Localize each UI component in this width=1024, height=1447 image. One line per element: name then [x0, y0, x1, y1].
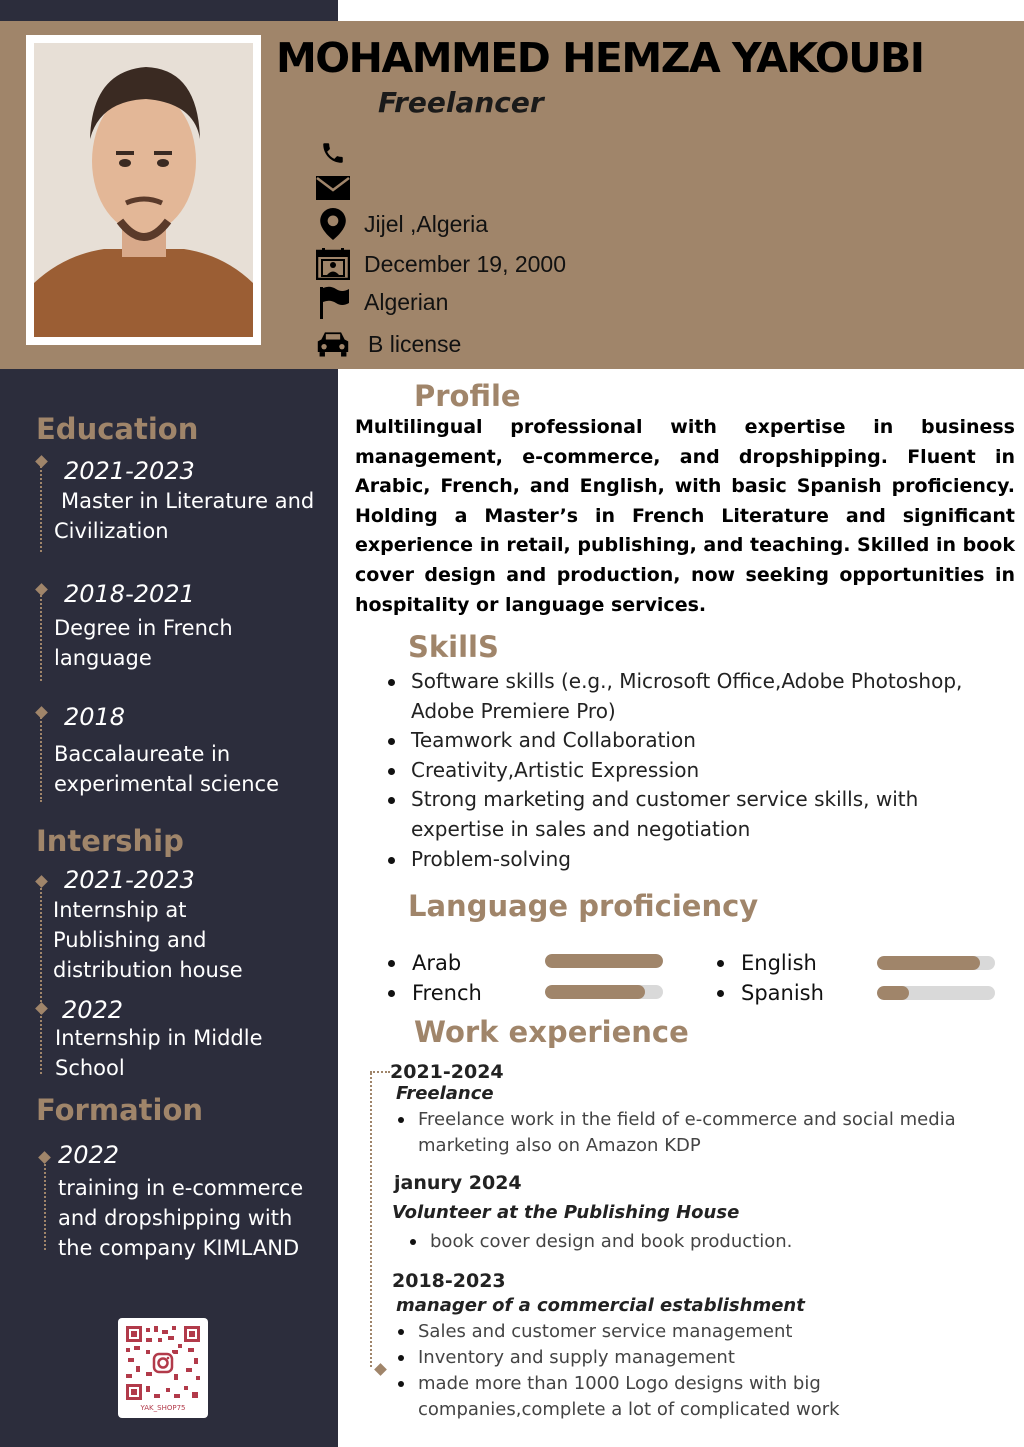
birthdate-value: December 19, 2000 [364, 250, 567, 277]
internship-text: Internship in Middle School [55, 1026, 263, 1080]
contact-birthdate [316, 247, 566, 281]
skill-item: Strong marketing and customer service skills, with expertise in sales and negotiation [386, 785, 1016, 844]
work-bullets [396, 1107, 1006, 1159]
qr-label: YAK_SHOP75 [140, 1404, 186, 1412]
full-name: MOHAMMED HEMZA YAKOUBI [276, 34, 924, 82]
skill-item: Software skills (e.g., Microsoft Office,Adobe Photoshop, Adobe Premiere Pro) [386, 667, 1016, 726]
education-title: Education [36, 412, 199, 446]
work-bullets [396, 1319, 1006, 1423]
qr-pattern [124, 1324, 202, 1402]
work-title-item: Volunteer at the Publishing House [392, 1202, 740, 1223]
language-name: French [412, 981, 482, 1005]
skills-title: SkillS [408, 630, 499, 664]
language-name: Arab [412, 951, 462, 975]
work-year: 2021-2024 [390, 1061, 504, 1083]
bullet [388, 960, 395, 967]
formation-text: training in e-commerce and dropshipping with the company KIMLAND [58, 1176, 304, 1260]
internship-timeline [40, 884, 42, 1074]
work-timeline [370, 1073, 372, 1367]
language-name: English [741, 951, 817, 975]
work-title-item: manager of a commercial establishment [396, 1295, 805, 1316]
languages-title: Language proficiency [408, 889, 759, 923]
language-level-bar [877, 986, 995, 1000]
work-bullet: Inventory and supply management [396, 1345, 1006, 1371]
education-timeline [40, 462, 42, 552]
education-text: Master in Literature and Civilization [54, 489, 315, 543]
language-item-spanish [717, 981, 824, 1005]
calendar-icon [316, 247, 350, 281]
work-title: Work experience [414, 1015, 689, 1049]
skill-item: Teamwork and Collaboration [386, 726, 1016, 756]
location-value: Jijel ,Algeria [364, 210, 488, 237]
education-year: 2018 [64, 703, 126, 731]
formation-title: Formation [36, 1093, 204, 1127]
work-bullet: book cover design and book production. [408, 1229, 1008, 1255]
skills-list [386, 667, 1016, 874]
profile-text: Multilingual professional with expertise in business management, e-commerce, and dropshipping. Fluent in Arabic, French, and English, with basic Spanish proficiency. Holding a Master’s in French Literature and significant experience in retail, publishing, and teaching. Skilled in book cover design and production, now seeking opportunities in hospitality or language services. [355, 416, 1015, 616]
work-bullets [408, 1229, 1008, 1255]
formation-year: 2022 [58, 1141, 120, 1169]
work-year: janury 2024 [394, 1172, 522, 1194]
internship-text: Internship at Publishing and distribution house [53, 898, 243, 982]
work-title-item: Freelance [396, 1083, 494, 1104]
language-item-english [717, 951, 817, 975]
language-level-bar [877, 956, 995, 970]
profile-title: Profile [414, 379, 521, 413]
location-pin-icon [316, 207, 350, 241]
work-bullet: Sales and customer service management [396, 1319, 1006, 1345]
bullet [388, 990, 395, 997]
profile-photo-frame [26, 35, 261, 345]
flag-icon [316, 285, 350, 319]
formation-timeline [44, 1160, 46, 1250]
work-bullet: made more than 1000 Logo designs with big companies,complete a lot of complicated work [396, 1371, 1006, 1423]
work-year: 2018-2023 [392, 1270, 506, 1292]
timeline-marker [374, 1363, 387, 1376]
bullet [717, 960, 724, 967]
contact-license [316, 327, 461, 361]
internship-year: 2022 [62, 996, 124, 1024]
contact-phone [316, 136, 364, 170]
work-bullet: Freelance work in the field of e-commerce and social media marketing also on Amazon KDP [396, 1107, 1006, 1159]
job-title: Freelancer [378, 86, 544, 119]
skill-item: Problem-solving [386, 845, 1016, 875]
nationality-value: Algerian [364, 288, 449, 315]
language-name: Spanish [741, 981, 824, 1005]
phone-icon [316, 136, 350, 170]
contact-email [316, 171, 364, 205]
education-year: 2021-2023 [64, 457, 195, 485]
education-timeline [40, 710, 42, 802]
language-level-bar [545, 954, 663, 968]
internship-title: Intership [36, 824, 184, 858]
car-icon [316, 327, 350, 361]
license-value: B license [368, 330, 462, 357]
skill-item: Creativity,Artistic Expression [386, 756, 1016, 786]
profile-photo [34, 43, 253, 337]
language-level-bar [545, 985, 663, 999]
qr-code[interactable] [118, 1318, 208, 1418]
contact-nationality [316, 285, 448, 319]
internship-year: 2021-2023 [64, 866, 195, 894]
education-text: Baccalaureate in experimental science [54, 742, 280, 796]
language-item-french [388, 981, 482, 1005]
education-text: Degree in French language [54, 616, 233, 670]
bullet [717, 990, 724, 997]
education-timeline [40, 586, 42, 681]
education-year: 2018-2021 [64, 580, 195, 608]
language-item-arab [388, 951, 461, 975]
work-timeline-top [370, 1071, 390, 1073]
contact-location [316, 207, 488, 241]
envelope-icon [316, 171, 350, 205]
